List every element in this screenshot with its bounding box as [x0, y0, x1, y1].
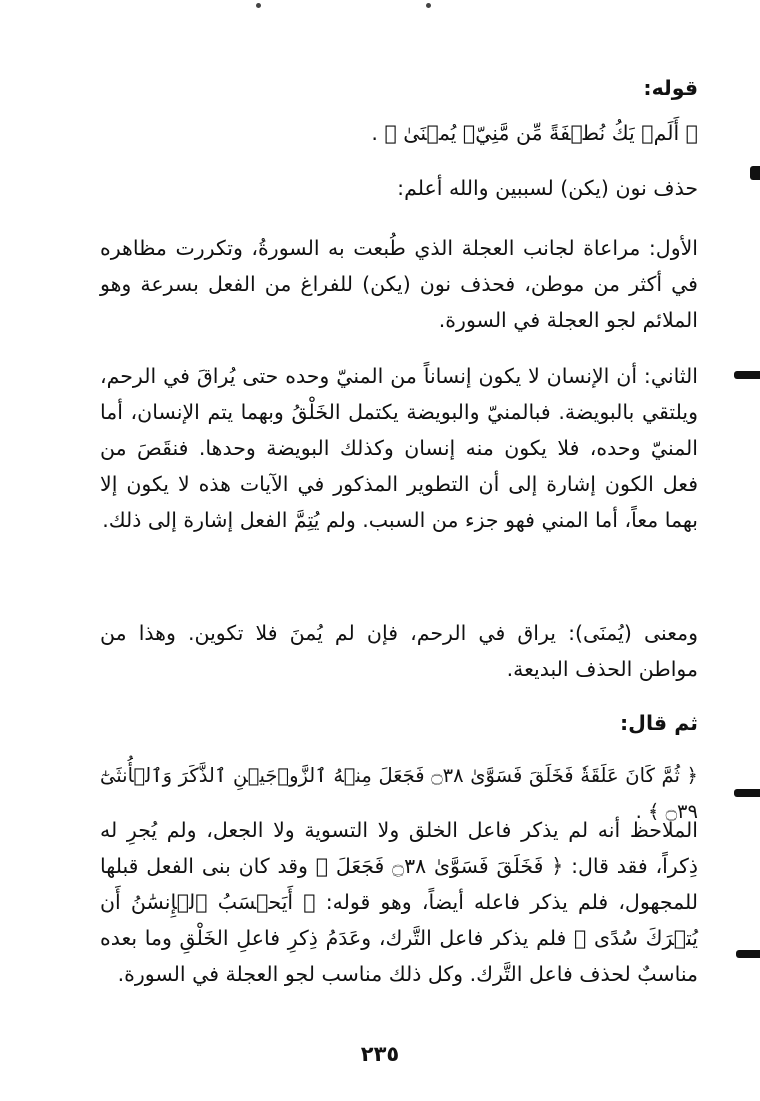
intro-label — [100, 70, 698, 106]
text-line: ثم قال: — [619, 711, 698, 735]
quran-verse-text: ﴿ ثُمَّ كَانَ عَلَقَةٗ فَخَلَقَ فَسَوَّىٰ ۝٣٨ فَجَعَلَ مِنۡهُ ٱلزَّوۡجَيۡنِ ٱلذَّكَرَ وَٱلۡأُنثَىٰٓ ۝٣٩ ﴾ . — [100, 764, 698, 823]
paragraph-second-reason — [100, 358, 698, 538]
page-number: ٢٣٥ — [360, 1042, 400, 1066]
scan-dust-mark — [426, 3, 431, 8]
scan-edge-mark — [736, 950, 760, 958]
quran-verse-1 — [100, 115, 698, 151]
quran-verse-text: ﴿ أَلَمۡ يَكُ نُطۡفَةً مِّن مَّنِيّٖ يُمۡنَىٰ ﴾ . — [371, 121, 698, 145]
scan-edge-mark — [734, 371, 760, 379]
paragraph-observation — [100, 812, 698, 992]
paragraph-text: ومعنى (يُمنَى): يراق في الرحم، فإن لم يُمنَ فلا تكوين. وهذا من مواطن الحذف البديعة. — [100, 621, 698, 681]
paragraph-reasons — [100, 170, 698, 206]
paragraph-text: الأول: مراعاة لجانب العجلة الذي طُبعت به السورةُ، وتكررت مظاهره في أكثر من موطن، فحذف نون (يكن) للفراغ من الفعل بسرعة وهو الملائم لجو العجلة في السورة. — [100, 236, 698, 332]
then-said-label — [100, 705, 698, 741]
scan-edge-mark — [734, 789, 760, 797]
scan-dust-mark — [256, 3, 261, 8]
scan-edge-mark — [750, 166, 760, 180]
paragraph-meaning — [100, 615, 698, 687]
text-line: قوله: — [643, 76, 698, 100]
paragraph-first-reason — [100, 230, 698, 338]
paragraph-text: الملاحظ أنه لم يذكر فاعل الخلق ولا التسوية ولا الجعل، ولم يُجرِ له ذِكراً، فقد قال: ﴿ فَخَلَقَ فَسَوَّىٰ ۝٣٨ فَجَعَلَ ﴾ وقد كان بنى الفعل قبلها للمجهول، فلم يذكر فاعله أيضاً، وهو قوله: ﴿ أَيَحۡسَبُ ٱلۡإِنسَٰنُ أَن يُتۡرَكَ سُدًى ﴾ فلم يذكر فاعل التَّرك، وعَدَمُ ذِكرِ فاعلِ الخَلْقِ وما بعده مناسبٌ لحذف فاعل التَّرك. وكل ذلك مناسب لجو العجلة في السورة. — [100, 818, 698, 986]
paragraph-text: الثاني: أن الإنسان لا يكون إنساناً من المنيّ وحده حتى يُراقَ في الرحم، ويلتقي بالبويضة. فبالمنيّ والبويضة يكتمل الخَلْقُ وبهما يتم الإنسان، أما المنيّ وحده، فلا يكون منه إنسان وكذلك البويضة وحدها. فنقَصَ من فعل الكون إشارة إلى أن التطوير المذكور في الآيات هذه لا يكون إلا بهما معاً، أما المني فهو جزء من السبب. ولم يُتِمَّ الفعل إشارة إلى ذلك. — [100, 364, 698, 532]
paragraph-text: حذف نون (يكن) لسببين والله أعلم: — [397, 176, 698, 200]
